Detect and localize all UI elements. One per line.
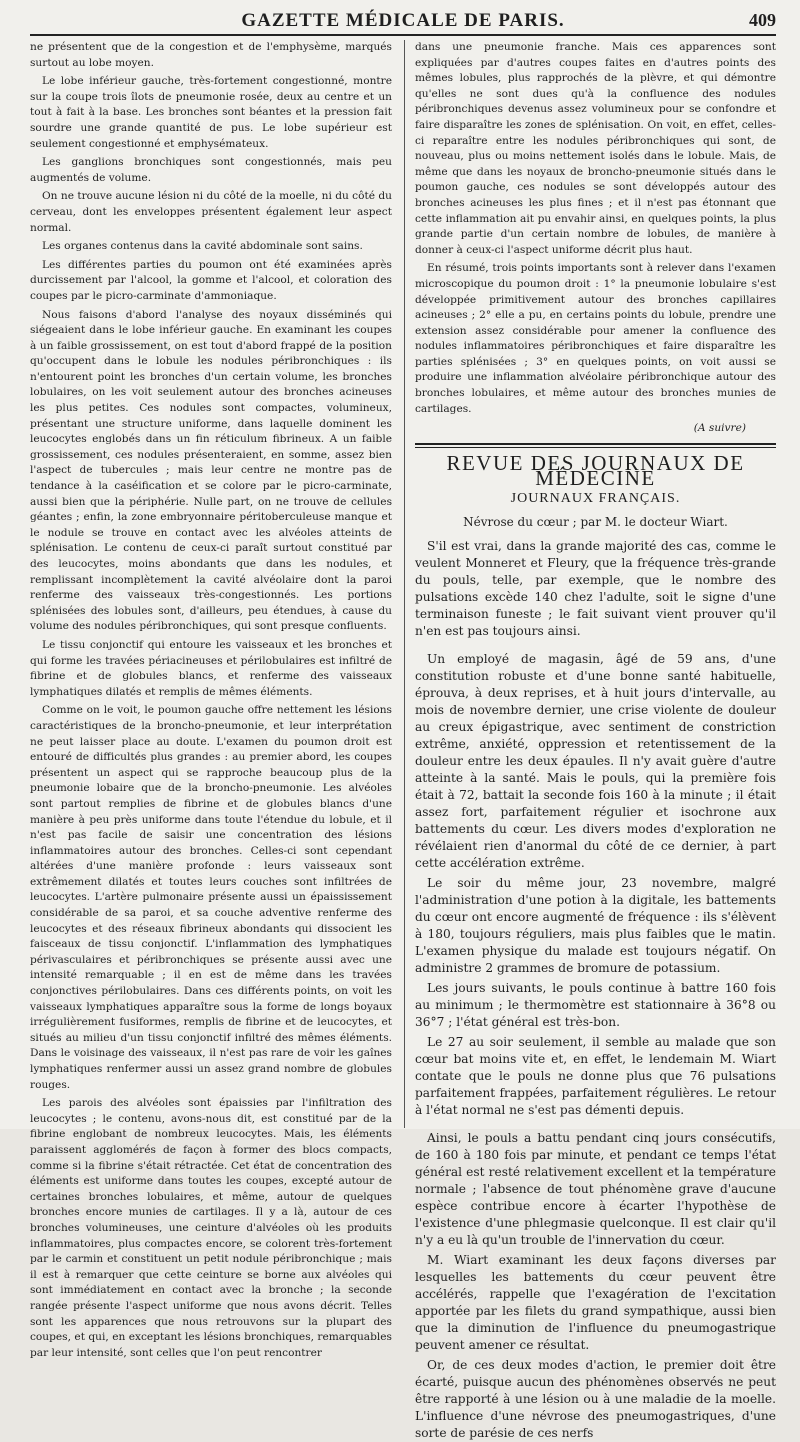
paragraph: Un employé de magasin, âgé de 59 ans, d'une constitution robuste et d'une bonne santé habituelle, éprouva, à deux reprises, et à huit jours d'intervalle, au mois de novembre dernier, une crise violente de douleur au creux épigastrique, avec sentiment de constriction extrême, anxiété, oppression et retentissement de la douleur entre les deux épaules. Il n'y avait guère d'autre atteinte à la santé. Mais le pouls, qui la première fois était à 72, battait la seconde fois 160 à la minute ; il était assez fort, parfaitement régulier et isochrone aux battements du cœur. Les divers modes d'exploration ne révélaient rien d'anormal du côté de ce dernier, à part cette accélération extrême. [415,652,776,871]
paragraph: Les différentes parties du poumon ont été examinées après durcissement par l'alcool, la gomme et l'alcool, et coloration des coupes par le picro-carminate d'ammoniaque. [30,258,392,302]
paragraph: Le tissu conjonctif qui entoure les vaisseaux et les bronches et qui forme les travées périacineuses et périlobulaires est infiltré de fibrine et de globules blancs, et renferme des vaisseaux lymphatiques dilatés et remplis de mêmes éléments. [30,638,392,698]
columns [30,40,776,1441]
left-column [30,40,392,1359]
paragraph-gap [415,643,776,651]
paragraph: En résumé, trois points importants sont à relever dans l'examen microscopique du poumon droit : 1° la pneumonie lobulaire s'est développée primitivement autour des bronches capillaires acineuses ; 2° elle a pu, en certains points du lobule, prendre une extension assez considérable pour amener la confluence des nodules inflammatoires péribronchiques et faire disparaître les parties splénisées ; 3° en quelques points, on voit aussi se produire une inflammation alvéolaire péribronchique autour des bronches lobulaires, et même autour des bronches munies de cartilages. [415,262,776,415]
paragraph: dans une pneumonie franche. Mais ces apparences sont expliquées par d'autres coupes faites en d'autres points des mêmes lobules, plus rapprochés de la plèvre, et qui démontre qu'elles ne sont dues qu'à la confluence des nodules péribronchiques devenus assez volumineux pour se confondre et faire disparaître les zones de splénisation. On voit, en effet, celles-ci reparaître entre les nodules péribronchiques qui sont, de nouveau, plus ou moins nettement isolés dans le lobule. Mais, de même que dans les noyaux de broncho-pneumonie situés dans le poumon gauche, ces nodules se sont développés autour des bronches acineuses les plus fines ; et il n'est pas étonnant que cette inflammation ait pu envahir ainsi, en quelques points, la plus grande partie d'un certain nombre de lobules, de manière à donner à ceux-ci l'aspect uniforme décrit plus haut. [415,41,776,256]
paragraph: Comme on le voit, le poumon gauche offre nettement les lésions caractéristiques de la broncho-pneumonie, et leur interprétation ne peut laisser place au doute. L'examen du poumon droit est entouré de difficultés plus grandes : au premier abord, les coupes présentent un aspect qui se rapproche beaucoup plus de la pneumonie lobaire que de la broncho-pneumonie. Les alvéoles sont partout remplies de fibrine et de globules blancs d'une manière à peu près uniforme dans toute l'étendue du lobule, et il n'est pas facile de saisir une concentration des lésions inflammatoires autour des bronches. Celles-ci sont cependant altérées d'une manière profonde : leurs vaisseaux sont extrêmement dilatés et toutes leurs couches sont infiltrées de leucocytes. L'artère pulmonaire présente aussi un épaississement considérable de sa paroi, et sa couche adventive renferme des leucocytes et des réseaux fibrineux abondants qui dissocient les faisceaux de tissu conjonctif. L'inflammation des lymphatiques périvasculaires et péribronchiques se présente aussi avec une intensité remarquable ; il en est de même dans les travées conjonctives périlobulaires. Dans ces différents points, on voit les vaisseaux lymphatiques apparaître sous la forme de longs boyaux irrégulièrement fusiformes, remplis de fibrine et de leucocytes, et situés au milieu d'un tissu conjonctif infiltré des mêmes éléments. Dans le voisinage des vaisseaux, il n'est pas rare de voir les gaînes lymphatiques renfermer aussi un assez grand nombre de globules rouges. [30,704,392,1091]
paragraph-gap [415,1122,776,1130]
article-title: Névrose du cœur ; par M. le docteur Wiart. [463,514,728,529]
paragraph: Les jours suivants, le pouls continue à battre 160 fois au minimum ; le thermomètre est stationnaire à 36°8 ou 36°7 ; l'état général est très-bon. [415,981,776,1030]
article-body [415,538,776,1442]
masthead-title: GAZETTE MÉDICALE DE PARIS. [241,10,565,31]
paragraph: On ne trouve aucune lésion ni du côté de la moelle, ni du côté du cerveau, dont les enveloppes présentent également leur aspect normal. [30,190,392,234]
paragraph: Le 27 au soir seulement, il semble au malade que son cœur bat moins vite et, en effet, le lendemain M. Wiart contate que le pouls ne donne plus que 76 pulsations parfaitement frappées, parfaitement régulières. Le retour à l'état normal ne s'est pas démenti depuis. [415,1035,776,1118]
page-header [30,10,776,36]
paragraph: M. Wiart examinant les deux façons diverses par lesquelles les battements du cœur peuvent être accélérés, rappelle que l'exagération de l'excitation apportée par les filets du grand sympathique, aussi bien que la diminution de l'influence du pneumogastrique peuvent amener ce résultat. [415,1253,776,1353]
paragraph: ne présentent que de la congestion et de l'emphysème, marqués surtout au lobe moyen. [30,41,392,69]
subsection-title: JOURNAUX FRANÇAIS. [510,491,681,507]
to-follow-note: (A suivre) [693,422,746,435]
paragraph: Les organes contenus dans la cavité abdominale sont sains. [42,240,363,253]
section-title: REVUE DES JOURNAUX DE MÉDECINE [446,450,745,491]
page-number: 409 [749,10,776,30]
paragraph: Ainsi, le pouls a battu pendant cinq jours consécutifs, de 160 à 180 fois par minute, et pendant ce temps l'état général est resté relativement excellent et la température normale ; l'absence de tout phénomène grave d'aucune espèce contribue encore à écarter l'hypothèse de l'existence d'une phlegmasie quelconque. Il est clair qu'il n'y a eu là qu'un trouble de l'innervation du cœur. [415,1131,776,1248]
paragraph: Nous faisons d'abord l'analyse des noyaux disséminés qui siégeaient dans le lobe inférieur gauche. En examinant les coupes à un faible grossissement, on est tout d'abord frappé de la position qu'occupent dans le lobule les nodules péribronchiques : ils n'entourent point les bronches d'un certain volume, les bronches lobulaires, on les voit seulement autour des bronches acineuses les plus petites. Ces nodules sont compactes, volumineux, présentant une structure uniforme, dans laquelle dominent les leucocytes englobés dans un fin réticulum fibrineux. A un faible grossissement, ces nodules présenteraient, en somme, assez bien l'aspect de tubercules ; mais leur centre ne montre pas de tendance à la caséification et se colore par le picro-carminate, aussi bien que la périphérie. Nulle part, on ne trouve de cellules géantes ; enfin, la zone embryonnaire péritoberculeuse manque et le nodule se trouve en contact avec les alvéoles atteints de splénisation. Le contenu de ceux-ci paraît surtout constitué par des leucocytes, moins abondants que dans les nodules, et remplissant incomplètement la cavité alvéolaire dont la paroi renferme des vaisseaux très-congestionnés. Les portions splénisées des lobules sont, d'ailleurs, peu étendues, à cause du volume des nodules péribronchiques, qui sont presque confluents. [30,308,392,633]
paragraph: Le soir du même jour, 23 novembre, malgré l'administration d'une potion à la digitale, les battements du cœur ont encore augmenté de fréquence : ils s'élèvent à 180, toujours réguliers, mais plus faibles que le matin. L'examen physique du malade est toujours négatif. On administre 2 grammes de bromure de potassium. [415,876,776,976]
paragraph: Les ganglions bronchiques sont congestionnés, mais peu augmentés de volume. [30,156,392,184]
section-divider [415,443,776,448]
paragraph: Les parois des alvéoles sont épaissies par l'infiltration des leucocytes ; le contenu, avons-nous dit, est constitué par de la fibrine englobant de nombreux leucocytes. Mais, les éléments paraissent agglomérés de façon à former des blocs compacts, comme si la fibrine s'était rétractée. Cet état de concentration des éléments est uniforme dans toutes les coupes, excepté autour de certaines bronches lobulaires, et même, autour de quelques bronches encore munies de cartilages. Il y a là, autour de ces bronches volumineuses, une ceinture d'alvéoles où les produits inflammatoires, plus compactes encore, se colorent très-fortement par le carmin et constituent un petit nodule péribronchique ; mais il est à remarquer que cette ceinture se borne aux alvéoles qui sont immédiatement en contact avec la bronche ; la seconde rangée présente l'aspect uniforme que nous avons décrit. Telles sont les apparences que nous retrouvons sur la plupart des coupes, et qui, en exceptant les lésions bronchiques, remarquables par leur intensité, sont celles que l'on peut rencontrer [30,1097,392,1359]
right-column [404,40,776,1441]
paragraph: Le lobe inférieur gauche, très-fortement congestionné, montre sur la coupe trois îlots de pneumonie rosée, deux au centre et un tout à fait à la base. Les bronches sont béantes et la pression fait sourdre une grande quantité de pus. Le lobe supérieur est seulement congestionné et emphysémateux. [30,75,392,150]
paragraph: Or, de ces deux modes d'action, le premier doit être écarté, puisque aucun des phénomènes observés ne peut être rapporté à une lésion ou à une maladie de la moelle. L'influence d'une névrose des pneumogastriques, d'une sorte de parésie de ces nerfs [415,1358,776,1441]
paragraph: S'il est vrai, dans la grande majorité des cas, comme le veulent Monneret et Fleury, que la fréquence très-grande du pouls, telle, par exemple, que le nombre des pulsations excède 140 chez l'adulte, soit le signe d'une terminaison funeste ; le fait suivant vient prouver qu'il n'en est pas toujours ainsi. [415,539,776,639]
